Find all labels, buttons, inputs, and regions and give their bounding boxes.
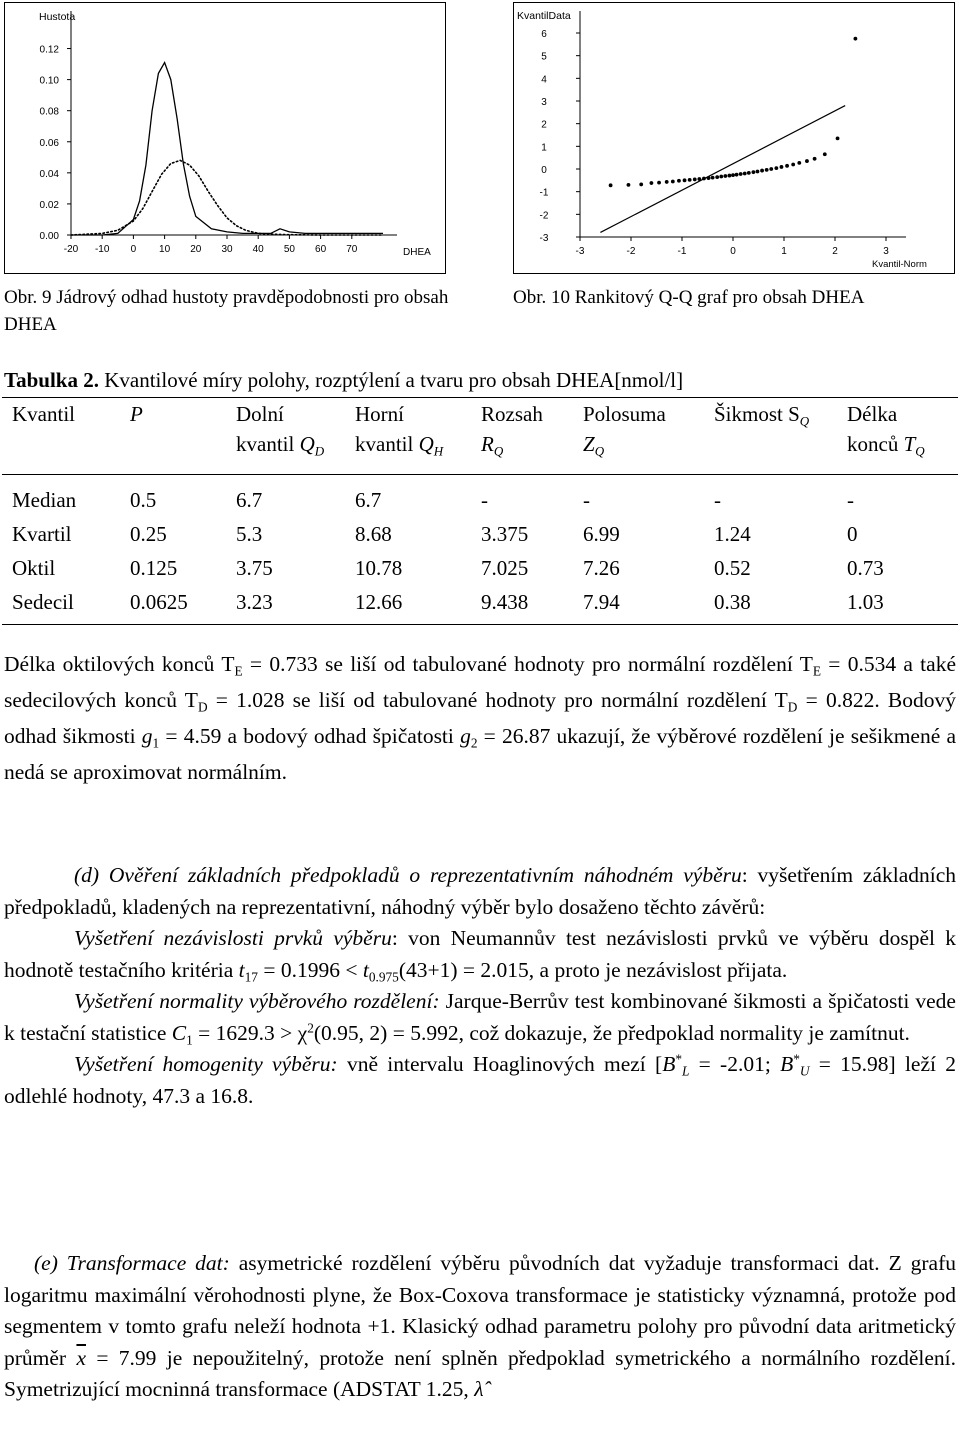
qq-point <box>719 175 723 179</box>
paragraph-transformation <box>4 1248 956 1406</box>
y-tick-label: 2 <box>541 119 547 131</box>
figure-10-caption: Obr. 10 Rankitový Q-Q graf pro obsah DHEA <box>513 287 865 308</box>
table-cell: 1.03 <box>847 590 884 614</box>
qq-point <box>760 169 764 173</box>
x-tick-label: 70 <box>346 244 358 255</box>
section-d <box>4 860 956 923</box>
qq-point <box>813 157 817 161</box>
section-e <box>4 1248 956 1406</box>
x-tick-label: 60 <box>315 244 327 255</box>
table-cell: 3.75 <box>236 556 273 580</box>
qq-point <box>731 173 735 177</box>
table-cell: 7.26 <box>583 556 620 580</box>
x-tick-label: 3 <box>883 246 889 257</box>
qq-chart-frame <box>513 2 955 274</box>
table-cell: 5.3 <box>236 522 263 546</box>
normality-heading: Vyšetření normality výběrového rozdělení: <box>74 989 440 1013</box>
qq-point <box>756 170 760 174</box>
normality-test <box>4 986 956 1049</box>
table-row-label: Median <box>12 488 77 512</box>
qq-point <box>683 178 687 182</box>
qq-point <box>650 181 654 185</box>
y-tick-label: 4 <box>541 74 547 86</box>
table-cell: 6.7 <box>355 488 382 512</box>
qq-point <box>665 180 669 184</box>
y-tick-label: 0.02 <box>39 199 59 211</box>
table-cell: 9.438 <box>481 590 529 614</box>
table-cell: 7.025 <box>481 556 529 580</box>
y-tick-label: 0 <box>541 165 547 176</box>
y-tick-label: -1 <box>539 187 549 199</box>
table-cell: 0.5 <box>130 488 157 512</box>
homogeneity-text: vně intervalu Hoaglinových mezí [$B^*_L = -2.01$; $B^*_U = 15.98$] leží 2 odlehlé hodnoty, 47.3 a 16.8. <box>4 1051 956 1108</box>
table-cell: 10.78 <box>355 556 403 580</box>
y-tick-label: 0.04 <box>39 168 59 180</box>
qq-chart <box>514 3 954 273</box>
qq-point <box>780 165 784 169</box>
table-cell: 0.0625 <box>130 590 188 614</box>
qq-point <box>739 172 743 176</box>
qq-point <box>707 176 711 180</box>
table-row-label: Sedecil <box>12 590 74 614</box>
y-tick-label: 3 <box>541 97 547 108</box>
x-tick-label: -10 <box>94 244 110 255</box>
y-axis-title: Hustota <box>39 11 76 23</box>
qq-point <box>774 166 778 170</box>
table-cell: 0.73 <box>847 556 884 580</box>
qq-point <box>697 177 701 181</box>
table-bottom-rule <box>2 624 958 625</box>
y-tick-label: -2 <box>539 210 549 222</box>
tail-length-text: Délka oktilových konců $T_E = 0.733$ se liší od tabulované hodnoty pro normální rozdělení $T_E = 0.534$ a také sedecilových konců $T_D = 1.028$ se liší od tabulované hodnoty pro normální rozdělení $T_D = 0.822$. Bodový odhad šikmosti $g_1 = 4.59$ a bodový odhad špičatosti $g_2 = 26.87$ ukazují, že výběrové rozdělení je sešikmené a nedá se aproximovat normálním. <box>4 652 957 784</box>
x-tick-label: 10 <box>159 244 171 255</box>
table-row-label: Oktil <box>12 556 56 580</box>
qq-point <box>715 175 719 179</box>
y-tick-label: 0.06 <box>39 137 59 149</box>
table-cell: 0.125 <box>130 556 178 580</box>
qq-point <box>671 180 675 184</box>
table-header-cell: P <box>130 402 143 426</box>
qq-point <box>743 172 747 176</box>
table-header-cell: Kvantil <box>12 402 75 426</box>
x-tick-label: -3 <box>575 246 585 257</box>
qq-point <box>702 177 706 181</box>
table-header-cell: Délka konců $T_Q$ <box>847 402 925 459</box>
x-tick-label: -2 <box>626 246 636 257</box>
density-dotted-line <box>71 160 383 235</box>
qq-point <box>747 171 751 175</box>
x-tick-label: 2 <box>832 246 838 257</box>
table-cell: 7.94 <box>583 590 620 614</box>
x-tick-label: 30 <box>221 244 233 255</box>
y-tick-label: 6 <box>541 29 547 40</box>
homogeneity-heading: Vyšetření homogenity výběru: <box>74 1052 338 1076</box>
qq-point <box>728 174 732 178</box>
table-row-label: Kvartil <box>12 522 72 546</box>
qq-point <box>805 159 809 163</box>
density-solid-line <box>71 63 383 236</box>
reference-line <box>600 106 845 233</box>
section-e-text: asymetrické rozdělení výběru původních dat vyžaduje transformaci dat. Z grafu logaritmu maximální věrohodnosti plyne, že Box-Coxova transformace je statisticky významná, protože pod segmentem v tomto grafu neleží hodnota +1. Klasický odhad parametru polohy pro původní data aritmetický průměr $\overline{x} = 7.99$ je nepoužitelný, protože není splněn předpoklad symetrického a normálního rozdělení. Symetrizující mocninná transformace (ADSTAT 1.25, λ̂ <box>4 1251 956 1401</box>
table-cell: - <box>583 488 590 512</box>
table-top-rule <box>2 397 958 398</box>
section-e-heading: (e) Transformace dat: <box>34 1251 230 1275</box>
figure-9-caption: Obr. 9 Jádrový odhad hustoty pravděpodobnosti pro obsah DHEA <box>4 287 449 335</box>
table-cell: 0.25 <box>130 522 167 546</box>
qq-point <box>735 173 739 177</box>
table-header-cell: Šikmost $S_Q$ <box>714 402 810 429</box>
table-header-cell: Dolní kvantil $Q_D$ <box>236 402 325 459</box>
table-cell: - <box>847 488 854 512</box>
x-axis-title: Kvantil-Norm <box>872 259 927 270</box>
x-axis-title: DHEA <box>403 247 431 258</box>
independence-test <box>4 923 956 986</box>
qq-point <box>854 37 858 41</box>
qq-point <box>823 152 827 156</box>
qq-point <box>797 161 801 165</box>
y-tick-label: 0.00 <box>39 231 59 242</box>
y-tick-label: 1 <box>541 142 547 154</box>
x-tick-label: 40 <box>252 244 264 255</box>
y-tick-label: 5 <box>541 51 547 63</box>
qq-point <box>677 179 681 183</box>
qq-point <box>785 164 789 168</box>
x-tick-label: 1 <box>781 246 787 257</box>
qq-point <box>769 167 773 171</box>
x-tick-label: 0 <box>730 246 736 257</box>
table-cell: 8.68 <box>355 522 392 546</box>
y-axis-title: KvantilData <box>517 10 571 22</box>
x-tick-label: 50 <box>283 244 295 255</box>
table-cell: 0 <box>847 522 858 546</box>
table-cell: 6.7 <box>236 488 263 512</box>
table-cell: 3.23 <box>236 590 273 614</box>
table-title-text: Kvantilové míry polohy, rozptýlení a tvaru pro obsah DHEA[nmol/l] <box>98 368 684 392</box>
table-header-cell: Horní kvantil $Q_H$ <box>355 402 444 459</box>
qq-point <box>836 137 840 141</box>
independence-text: : von Neumannův test nezávislosti prvků ve výběru dospěl k hodnotě testačního kritéria $t_{17} = 0.1996 < t_{0.975}(43+1) = 2.015$, a proto je nezávislost přijata. <box>4 926 956 985</box>
qq-point <box>688 178 692 182</box>
qq-point <box>609 183 613 187</box>
section-d-heading: (d) Ověření základních předpokladů o reprezentativním náhodném výběru <box>74 863 742 887</box>
density-chart-frame <box>4 2 446 274</box>
table-cell: - <box>481 488 488 512</box>
qq-point <box>752 170 756 174</box>
table-header-cell: Polosuma $Z_Q$ <box>583 402 666 459</box>
table-header-cell: Rozsah $R_Q$ <box>481 402 543 459</box>
y-tick-label: -3 <box>539 233 549 244</box>
x-tick-label: -1 <box>677 246 687 257</box>
table-cell: 12.66 <box>355 590 403 614</box>
table-cell: 0.38 <box>714 590 751 614</box>
qq-point <box>639 183 643 187</box>
qq-point <box>711 176 715 180</box>
x-tick-label: -20 <box>63 244 79 255</box>
qq-point <box>791 163 795 167</box>
table-cell: - <box>714 488 721 512</box>
table-cell: 0.52 <box>714 556 751 580</box>
independence-heading: Vyšetření nezávislosti prvků výběru <box>74 926 392 950</box>
x-tick-label: 0 <box>130 244 137 255</box>
paragraph-tail-lengths <box>4 646 956 790</box>
table-header-rule <box>2 474 958 475</box>
table-cell: 3.375 <box>481 522 529 546</box>
qq-point <box>627 183 631 187</box>
y-tick-label: 0.10 <box>39 75 59 87</box>
table-number: Tabulka 2. <box>4 368 99 392</box>
normality-text: Jarque-Berrův test kombinované šikmosti a špičatosti vede k testační statistice $C_1 = 1629.3 > \chi^2(0.95$, 2) = 5.992, což dokazuje, že předpoklad normality je zamítnut. <box>4 989 956 1048</box>
x-tick-label: 20 <box>190 244 202 255</box>
qq-point <box>765 168 769 172</box>
homogeneity-test <box>4 1049 956 1112</box>
qq-point <box>657 181 661 185</box>
table-title <box>4 368 683 393</box>
table-cell: 6.99 <box>583 522 620 546</box>
section-d-text: : vyšetřením základních předpokladů, kladených na reprezentativní, náhodný výběr bylo dosaženo těchto závěrů: <box>4 863 956 919</box>
paragraph-assumptions <box>4 860 956 1112</box>
qq-point <box>723 174 727 178</box>
density-chart <box>5 3 445 273</box>
y-tick-label: 0.12 <box>39 44 59 56</box>
qq-point <box>693 178 697 182</box>
y-tick-label: 0.08 <box>39 106 59 118</box>
table-cell: 1.24 <box>714 522 751 546</box>
